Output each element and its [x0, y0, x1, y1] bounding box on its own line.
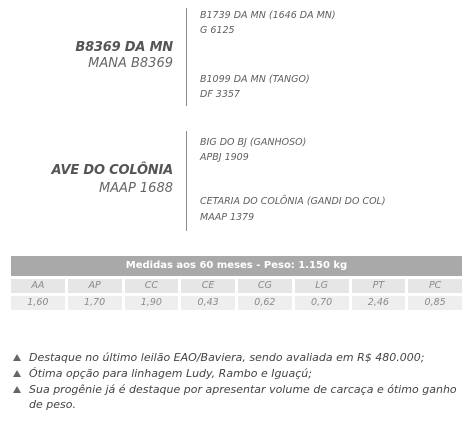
- header-cell-ap: AP: [68, 279, 122, 293]
- header-cell-pc: PC: [408, 279, 462, 293]
- header-cell-pt: PT: [352, 279, 406, 293]
- pedigree-divider-sire: [186, 8, 187, 106]
- sire-mother-registration: DF 3357: [200, 89, 240, 100]
- sire-father-registration: G 6125: [200, 25, 235, 36]
- measurements-title: Medidas aos 60 meses - Peso: 1.150 kg: [11, 256, 462, 276]
- list-item: [13, 350, 463, 365]
- dam-father-name: BIG DO BJ (GANHOSO): [200, 137, 307, 148]
- header-cell-aa: AA: [11, 279, 65, 293]
- measurements-table: [11, 256, 462, 310]
- pedigree-divider-dam: [186, 131, 187, 231]
- sire-father-name: B1739 DA MN (1646 DA MN): [200, 10, 336, 21]
- header-cell-cc: CC: [125, 279, 179, 293]
- measurements-header-row: [11, 279, 462, 293]
- measurements-value-row: [11, 296, 462, 310]
- note-text: Sua progênie já é destaque por apresentar volume de carcaça e ótimo ganho de peso.: [29, 383, 457, 411]
- header-cell-lg: LG: [295, 279, 349, 293]
- dam-mother-registration: MAAP 1379: [200, 212, 255, 223]
- header-cell-cg: CG: [238, 279, 292, 293]
- sire-registration: MANA B8369: [88, 56, 173, 71]
- value-cell-pt: 2,46: [352, 296, 406, 310]
- triangle-bullet-icon: [13, 354, 21, 361]
- value-cell-aa: 1,60: [11, 296, 65, 310]
- value-cell-pc: 0,85: [408, 296, 462, 310]
- value-cell-cg: 0,62: [238, 296, 292, 310]
- value-cell-cc: 1,90: [125, 296, 179, 310]
- dam-name: AVE DO COLÔNIA: [51, 163, 173, 178]
- list-item: [13, 366, 463, 381]
- header-cell-ce: CE: [181, 279, 235, 293]
- note-text: Destaque no último leilão EAO/Baviera, sendo avaliada em R$ 480.000;: [29, 351, 425, 364]
- triangle-bullet-icon: [13, 370, 21, 377]
- dam-father-registration: APBJ 1909: [200, 152, 249, 163]
- highlights-list: [13, 350, 463, 413]
- dam-mother-name: CETARIA DO COLÔNIA (GANDI DO COL): [200, 196, 386, 207]
- value-cell-lg: 0,70: [295, 296, 349, 310]
- sire-name: B8369 DA MN: [75, 40, 173, 55]
- triangle-bullet-icon: [13, 386, 21, 393]
- sire-mother-name: B1099 DA MN (TANGO): [200, 74, 310, 85]
- value-cell-ce: 0,43: [181, 296, 235, 310]
- value-cell-ap: 1,70: [68, 296, 122, 310]
- dam-registration: MAAP 1688: [98, 181, 173, 196]
- note-text: Ótima opção para linhagem Ludy, Rambo e Iguaçú;: [29, 367, 312, 380]
- list-item: [13, 382, 463, 412]
